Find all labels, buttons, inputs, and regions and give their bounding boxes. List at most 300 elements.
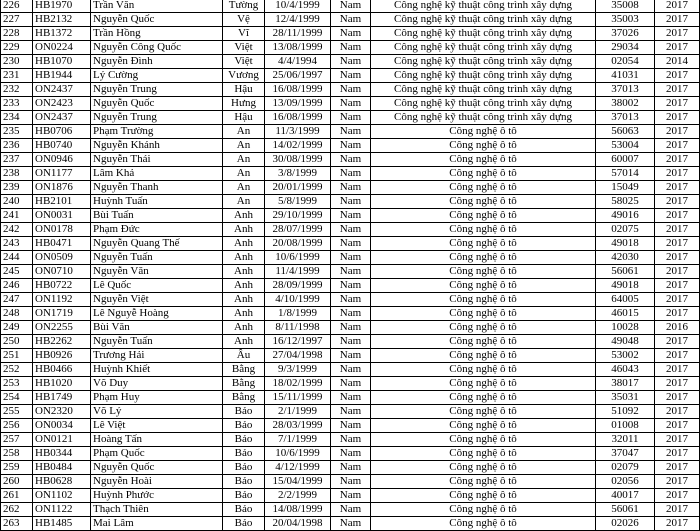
major-cell: Công nghệ kỹ thuật công trình xây dựng [371,0,596,13]
gender-cell: Nam [331,195,371,209]
row-number-cell: 232 [1,83,33,97]
exam-code-cell: 60007 [596,153,655,167]
major-cell: Công nghệ ô tô [371,475,596,489]
exam-code-cell: 37026 [596,27,655,41]
table-row [1,251,700,265]
table-row [1,335,700,349]
major-cell: Công nghệ ô tô [371,139,596,153]
table-row [1,307,700,321]
birth-date-cell: 28/09/1999 [265,279,331,293]
gender-cell: Nam [331,167,371,181]
gender-cell: Nam [331,489,371,503]
exam-code-cell: 02056 [596,475,655,489]
row-number-cell: 244 [1,251,33,265]
student-id-cell: HB1020 [33,377,91,391]
student-id-cell: HB1970 [33,0,91,13]
row-number-cell: 230 [1,55,33,69]
last-middle-name-cell: Nguyễn Thái [91,153,223,167]
exam-code-cell: 41031 [596,69,655,83]
first-name-cell: Bảo [223,489,265,503]
row-number-cell: 238 [1,167,33,181]
last-middle-name-cell: Nguyễn Trung [91,83,223,97]
exam-code-cell: 49016 [596,209,655,223]
row-number-cell: 260 [1,475,33,489]
gender-cell: Nam [331,83,371,97]
first-name-cell: Bảo [223,461,265,475]
exam-code-cell: 49018 [596,279,655,293]
first-name-cell: Hưng [223,97,265,111]
row-number-cell: 235 [1,125,33,139]
gender-cell: Nam [331,55,371,69]
row-number-cell: 241 [1,209,33,223]
exam-code-cell: 38017 [596,377,655,391]
year-cell: 2014 [655,55,700,69]
exam-code-cell: 46015 [596,307,655,321]
major-cell: Công nghệ ô tô [371,321,596,335]
gender-cell: Nam [331,517,371,531]
major-cell: Công nghệ kỹ thuật công trình xây dựng [371,69,596,83]
major-cell: Công nghệ ô tô [371,419,596,433]
major-cell: Công nghệ ô tô [371,503,596,517]
exam-code-cell: 02075 [596,223,655,237]
student-id-cell: ON0224 [33,41,91,55]
student-id-cell: HB0926 [33,349,91,363]
row-number-cell: 231 [1,69,33,83]
first-name-cell: Anh [223,209,265,223]
gender-cell: Nam [331,181,371,195]
last-middle-name-cell: Lâm Khả [91,167,223,181]
first-name-cell: Bảo [223,517,265,531]
student-id-cell: ON0034 [33,419,91,433]
first-name-cell: Hậu [223,111,265,125]
student-id-cell: HB2262 [33,335,91,349]
birth-date-cell: 8/11/1998 [265,321,331,335]
row-number-cell: 250 [1,335,33,349]
last-middle-name-cell: Nguyễn Tuấn [91,251,223,265]
year-cell: 2017 [655,461,700,475]
last-middle-name-cell: Nguyễn Thanh [91,181,223,195]
birth-date-cell: 15/04/1999 [265,475,331,489]
major-cell: Công nghệ ô tô [371,237,596,251]
major-cell: Công nghệ ô tô [371,279,596,293]
year-cell: 2017 [655,503,700,517]
table-row [1,111,700,125]
major-cell: Công nghệ ô tô [371,447,596,461]
birth-date-cell: 15/11/1999 [265,391,331,405]
major-cell: Công nghệ ô tô [371,167,596,181]
first-name-cell: Vĩ [223,27,265,41]
row-number-cell: 239 [1,181,33,195]
student-id-cell: HB0722 [33,279,91,293]
gender-cell: Nam [331,503,371,517]
row-number-cell: 262 [1,503,33,517]
last-middle-name-cell: Mai Lâm [91,517,223,531]
last-middle-name-cell: Nguyễn Văn [91,265,223,279]
last-middle-name-cell: Võ Lý [91,405,223,419]
year-cell: 2017 [655,195,700,209]
major-cell: Công nghệ ô tô [371,349,596,363]
student-id-cell: ON0031 [33,209,91,223]
last-middle-name-cell: Nguyễn Quốc [91,461,223,475]
gender-cell: Nam [331,293,371,307]
student-id-cell: ON0946 [33,153,91,167]
first-name-cell: Anh [223,265,265,279]
year-cell: 2016 [655,321,700,335]
major-cell: Công nghệ ô tô [371,125,596,139]
table-body [1,0,700,531]
exam-code-cell: 35031 [596,391,655,405]
year-cell: 2017 [655,153,700,167]
exam-code-cell: 51092 [596,405,655,419]
student-id-cell: ON1102 [33,489,91,503]
year-cell: 2017 [655,349,700,363]
last-middle-name-cell: Huỳnh Tuấn [91,195,223,209]
table-row [1,209,700,223]
student-id-cell: ON2437 [33,83,91,97]
major-cell: Công nghệ kỹ thuật công trình xây dựng [371,13,596,27]
birth-date-cell: 2/1/1999 [265,405,331,419]
year-cell: 2017 [655,125,700,139]
row-number-cell: 258 [1,447,33,461]
table-row [1,167,700,181]
table-row [1,321,700,335]
gender-cell: Nam [331,447,371,461]
year-cell: 2017 [655,489,700,503]
gender-cell: Nam [331,349,371,363]
last-middle-name-cell: Bùi Tuấn [91,209,223,223]
student-id-cell: HB0344 [33,447,91,461]
major-cell: Công nghệ ô tô [371,195,596,209]
year-cell: 2017 [655,419,700,433]
last-middle-name-cell: Nguyễn Khánh [91,139,223,153]
first-name-cell: Anh [223,293,265,307]
birth-date-cell: 10/6/1999 [265,447,331,461]
gender-cell: Nam [331,41,371,55]
gender-cell: Nam [331,335,371,349]
first-name-cell: Anh [223,251,265,265]
row-number-cell: 263 [1,517,33,531]
year-cell: 2017 [655,237,700,251]
row-number-cell: 249 [1,321,33,335]
table-row [1,447,700,461]
last-middle-name-cell: Huỳnh Khiết [91,363,223,377]
birth-date-cell: 4/4/1994 [265,55,331,69]
exam-code-cell: 37013 [596,83,655,97]
birth-date-cell: 27/04/1998 [265,349,331,363]
first-name-cell: Anh [223,237,265,251]
student-id-cell: HB1944 [33,69,91,83]
row-number-cell: 242 [1,223,33,237]
birth-date-cell: 10/4/1999 [265,0,331,13]
first-name-cell: Hậu [223,83,265,97]
year-cell: 2017 [655,307,700,321]
row-number-cell: 245 [1,265,33,279]
exam-code-cell: 15049 [596,181,655,195]
student-id-cell: ON1719 [33,307,91,321]
student-id-cell: ON1876 [33,181,91,195]
row-number-cell: 240 [1,195,33,209]
table-row [1,237,700,251]
exam-code-cell: 49048 [596,335,655,349]
birth-date-cell: 14/08/1999 [265,503,331,517]
year-cell: 2017 [655,475,700,489]
year-cell: 2017 [655,223,700,237]
student-id-cell: ON2255 [33,321,91,335]
table-row [1,475,700,489]
row-number-cell: 243 [1,237,33,251]
row-number-cell: 233 [1,97,33,111]
last-middle-name-cell: Lê Nguyễ Hoàng [91,307,223,321]
major-cell: Công nghệ ô tô [371,153,596,167]
student-id-cell: HB1372 [33,27,91,41]
first-name-cell: An [223,139,265,153]
table-row [1,181,700,195]
exam-code-cell: 02054 [596,55,655,69]
student-id-cell: HB1749 [33,391,91,405]
gender-cell: Nam [331,405,371,419]
last-middle-name-cell: Huỳnh Phước [91,489,223,503]
birth-date-cell: 18/02/1999 [265,377,331,391]
birth-date-cell: 20/04/1998 [265,517,331,531]
last-middle-name-cell: Phạm Trường [91,125,223,139]
exam-code-cell: 49018 [596,237,655,251]
major-cell: Công nghệ ô tô [371,405,596,419]
last-middle-name-cell: Nguyễn Quốc [91,97,223,111]
first-name-cell: An [223,153,265,167]
gender-cell: Nam [331,209,371,223]
birth-date-cell: 1/8/1999 [265,307,331,321]
table-row [1,265,700,279]
exam-code-cell: 56063 [596,125,655,139]
first-name-cell: Anh [223,335,265,349]
row-number-cell: 259 [1,461,33,475]
exam-code-cell: 01008 [596,419,655,433]
year-cell: 2017 [655,13,700,27]
year-cell: 2017 [655,293,700,307]
gender-cell: Nam [331,461,371,475]
last-middle-name-cell: Phạm Huy [91,391,223,405]
student-id-cell: ON0710 [33,265,91,279]
gender-cell: Nam [331,223,371,237]
birth-date-cell: 16/12/1997 [265,335,331,349]
row-number-cell: 254 [1,391,33,405]
first-name-cell: Bảo [223,405,265,419]
gender-cell: Nam [331,153,371,167]
student-id-cell: ON2423 [33,97,91,111]
exam-code-cell: 42030 [596,251,655,265]
gender-cell: Nam [331,377,371,391]
birth-date-cell: 13/08/1999 [265,41,331,55]
year-cell: 2017 [655,405,700,419]
first-name-cell: Bằng [223,391,265,405]
birth-date-cell: 28/07/1999 [265,223,331,237]
table-row [1,433,700,447]
first-name-cell: Vương [223,69,265,83]
row-number-cell: 252 [1,363,33,377]
last-middle-name-cell: Lê Việt [91,419,223,433]
table-row [1,13,700,27]
major-cell: Công nghệ kỹ thuật công trình xây dựng [371,27,596,41]
major-cell: Công nghệ ô tô [371,433,596,447]
birth-date-cell: 11/4/1999 [265,265,331,279]
birth-date-cell: 28/03/1999 [265,419,331,433]
exam-code-cell: 56061 [596,265,655,279]
major-cell: Công nghệ ô tô [371,391,596,405]
row-number-cell: 247 [1,293,33,307]
year-cell: 2017 [655,83,700,97]
exam-code-cell: 32011 [596,433,655,447]
gender-cell: Nam [331,111,371,125]
table-row [1,0,700,13]
first-name-cell: Việt [223,41,265,55]
major-cell: Công nghệ ô tô [371,461,596,475]
table-row [1,55,700,69]
major-cell: Công nghệ ô tô [371,251,596,265]
birth-date-cell: 14/02/1999 [265,139,331,153]
birth-date-cell: 25/06/1997 [265,69,331,83]
year-cell: 2017 [655,181,700,195]
birth-date-cell: 16/08/1999 [265,111,331,125]
row-number-cell: 237 [1,153,33,167]
last-middle-name-cell: Hoàng Tấn [91,433,223,447]
first-name-cell: Vệ [223,13,265,27]
exam-code-cell: 35008 [596,0,655,13]
gender-cell: Nam [331,363,371,377]
table-row [1,419,700,433]
first-name-cell: Anh [223,223,265,237]
major-cell: Công nghệ ô tô [371,307,596,321]
first-name-cell: Anh [223,321,265,335]
last-middle-name-cell: Trần Văn [91,0,223,13]
exam-code-cell: 46043 [596,363,655,377]
table-row [1,153,700,167]
birth-date-cell: 3/8/1999 [265,167,331,181]
major-cell: Công nghệ ô tô [371,265,596,279]
year-cell: 2017 [655,0,700,13]
first-name-cell: Anh [223,279,265,293]
last-middle-name-cell: Võ Duy [91,377,223,391]
gender-cell: Nam [331,307,371,321]
last-middle-name-cell: Nguyễn Tuấn [91,335,223,349]
first-name-cell: An [223,125,265,139]
exam-code-cell: 53002 [596,349,655,363]
year-cell: 2017 [655,447,700,461]
year-cell: 2017 [655,433,700,447]
last-middle-name-cell: Trương Hải [91,349,223,363]
exam-code-cell: 57014 [596,167,655,181]
student-id-cell: HB1485 [33,517,91,531]
student-id-cell: ON1122 [33,503,91,517]
student-id-cell: ON1177 [33,167,91,181]
row-number-cell: 248 [1,307,33,321]
gender-cell: Nam [331,279,371,293]
birth-date-cell: 4/10/1999 [265,293,331,307]
table-row [1,125,700,139]
student-id-cell: ON0509 [33,251,91,265]
gender-cell: Nam [331,391,371,405]
birth-date-cell: 29/10/1999 [265,209,331,223]
major-cell: Công nghệ ô tô [371,223,596,237]
first-name-cell: An [223,181,265,195]
last-middle-name-cell: Bùi Văn [91,321,223,335]
table-row [1,503,700,517]
major-cell: Công nghệ ô tô [371,335,596,349]
birth-date-cell: 20/08/1999 [265,237,331,251]
exam-code-cell: 37013 [596,111,655,125]
birth-date-cell: 13/09/1999 [265,97,331,111]
first-name-cell: Bằng [223,363,265,377]
year-cell: 2017 [655,251,700,265]
row-number-cell: 234 [1,111,33,125]
birth-date-cell: 20/01/1999 [265,181,331,195]
last-middle-name-cell: Trần Hồng [91,27,223,41]
student-id-cell: HB0466 [33,363,91,377]
table-row [1,223,700,237]
year-cell: 2017 [655,363,700,377]
major-cell: Công nghệ kỹ thuật công trình xây dựng [371,97,596,111]
year-cell: 2017 [655,209,700,223]
table-row [1,405,700,419]
row-number-cell: 257 [1,433,33,447]
student-id-cell: HB2132 [33,13,91,27]
table-row [1,349,700,363]
last-middle-name-cell: Phạm Đức [91,223,223,237]
row-number-cell: 236 [1,139,33,153]
table-row [1,83,700,97]
major-cell: Công nghệ ô tô [371,293,596,307]
gender-cell: Nam [331,475,371,489]
row-number-cell: 246 [1,279,33,293]
year-cell: 2017 [655,279,700,293]
gender-cell: Nam [331,433,371,447]
last-middle-name-cell: Nguyễn Trung [91,111,223,125]
student-id-cell: HB0706 [33,125,91,139]
row-number-cell: 256 [1,419,33,433]
student-id-cell: HB0471 [33,237,91,251]
last-middle-name-cell: Nguyễn Đình [91,55,223,69]
birth-date-cell: 12/4/1999 [265,13,331,27]
major-cell: Công nghệ kỹ thuật công trình xây dựng [371,111,596,125]
gender-cell: Nam [331,13,371,27]
table-row [1,391,700,405]
exam-code-cell: 38002 [596,97,655,111]
student-id-cell: ON0121 [33,433,91,447]
student-id-cell: HB0484 [33,461,91,475]
birth-date-cell: 11/3/1999 [265,125,331,139]
table-row [1,293,700,307]
table-row [1,97,700,111]
first-name-cell: Việt [223,55,265,69]
exam-code-cell: 58025 [596,195,655,209]
year-cell: 2017 [655,27,700,41]
birth-date-cell: 10/6/1999 [265,251,331,265]
birth-date-cell: 5/8/1999 [265,195,331,209]
last-middle-name-cell: Lê Quốc [91,279,223,293]
year-cell: 2017 [655,69,700,83]
exam-code-cell: 02079 [596,461,655,475]
exam-code-cell: 64005 [596,293,655,307]
exam-code-cell: 37047 [596,447,655,461]
major-cell: Công nghệ ô tô [371,377,596,391]
first-name-cell: Bảo [223,419,265,433]
major-cell: Công nghệ ô tô [371,517,596,531]
year-cell: 2017 [655,391,700,405]
row-number-cell: 227 [1,13,33,27]
birth-date-cell: 30/08/1999 [265,153,331,167]
year-cell: 2017 [655,139,700,153]
year-cell: 2017 [655,167,700,181]
student-id-cell: ON1192 [33,293,91,307]
